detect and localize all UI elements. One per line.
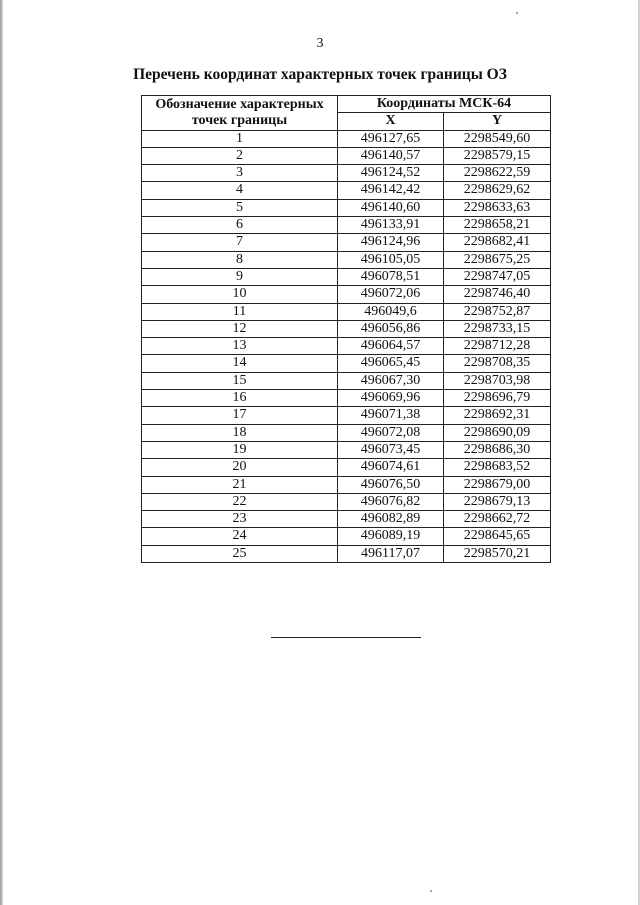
cell-x: 496067,30: [338, 372, 444, 389]
cell-y: 2298662,72: [444, 511, 551, 528]
cell-y: 2298570,21: [444, 545, 551, 562]
cell-x: 496140,57: [338, 147, 444, 164]
cell-y: 2298679,00: [444, 476, 551, 493]
cell-y: 2298747,05: [444, 268, 551, 285]
cell-point-number: 4: [142, 182, 338, 199]
cell-point-number: 24: [142, 528, 338, 545]
header-coordinates: Координаты МСК-64: [338, 96, 551, 113]
cell-point-number: 12: [142, 320, 338, 337]
cell-y: 2298658,21: [444, 217, 551, 234]
table-body: [142, 130, 551, 562]
table-row: [142, 511, 551, 528]
cell-x: 496069,96: [338, 390, 444, 407]
cell-y: 2298733,15: [444, 320, 551, 337]
table-row: [142, 182, 551, 199]
cell-y: 2298579,15: [444, 147, 551, 164]
cell-point-number: 9: [142, 268, 338, 285]
cell-x: 496049,6: [338, 303, 444, 320]
cell-point-number: 16: [142, 390, 338, 407]
cell-point-number: 20: [142, 459, 338, 476]
cell-y: 2298703,98: [444, 372, 551, 389]
table-row: [142, 234, 551, 251]
cell-point-number: 7: [142, 234, 338, 251]
table-row: [142, 493, 551, 510]
cell-point-number: 2: [142, 147, 338, 164]
cell-y: 2298629,62: [444, 182, 551, 199]
cell-x: 496072,08: [338, 424, 444, 441]
cell-point-number: 11: [142, 303, 338, 320]
cell-y: 2298682,41: [444, 234, 551, 251]
cell-x: 496142,42: [338, 182, 444, 199]
cell-point-number: 25: [142, 545, 338, 562]
document-title: Перечень координат характерных точек границы ОЗ: [133, 66, 507, 83]
table-row: [142, 355, 551, 372]
cell-y: 2298752,87: [444, 303, 551, 320]
cell-point-number: 1: [142, 130, 338, 147]
table-row: [142, 528, 551, 545]
table-row: [142, 390, 551, 407]
cell-point-number: 8: [142, 251, 338, 268]
cell-point-number: 14: [142, 355, 338, 372]
table-row: [142, 165, 551, 182]
cell-y: 2298696,79: [444, 390, 551, 407]
cell-y: 2298708,35: [444, 355, 551, 372]
cell-x: 496078,51: [338, 268, 444, 285]
cell-y: 2298645,65: [444, 528, 551, 545]
table-row: [142, 217, 551, 234]
table-row: [142, 407, 551, 424]
table-row: [142, 320, 551, 337]
cell-x: 496124,96: [338, 234, 444, 251]
cell-point-number: 5: [142, 199, 338, 216]
cell-y: 2298622,59: [444, 165, 551, 182]
table-row: [142, 424, 551, 441]
coordinates-table: [141, 95, 551, 563]
cell-x: 496064,57: [338, 338, 444, 355]
cell-point-number: 22: [142, 493, 338, 510]
cell-x: 496105,05: [338, 251, 444, 268]
cell-x: 496071,38: [338, 407, 444, 424]
scan-speck: [430, 890, 432, 892]
header-y: Y: [444, 113, 551, 130]
cell-y: 2298692,31: [444, 407, 551, 424]
cell-x: 496140,60: [338, 199, 444, 216]
header-row-top: [142, 96, 551, 113]
cell-y: 2298746,40: [444, 286, 551, 303]
table-header: [142, 96, 551, 131]
cell-x: 496076,82: [338, 493, 444, 510]
cell-y: 2298549,60: [444, 130, 551, 147]
cell-x: 496073,45: [338, 441, 444, 458]
table-row: [142, 286, 551, 303]
cell-x: 496065,45: [338, 355, 444, 372]
scan-speck: [516, 12, 518, 14]
table-row: [142, 545, 551, 562]
table-row: [142, 476, 551, 493]
cell-y: 2298683,52: [444, 459, 551, 476]
table-row: [142, 199, 551, 216]
cell-x: 496072,06: [338, 286, 444, 303]
cell-x: 496082,89: [338, 511, 444, 528]
scan-edge-left: [0, 0, 3, 905]
cell-point-number: 6: [142, 217, 338, 234]
cell-x: 496076,50: [338, 476, 444, 493]
table-row: [142, 268, 551, 285]
header-point-designation: Обозначение характерных точек границы: [142, 96, 338, 131]
table-row: [142, 441, 551, 458]
cell-x: 496117,07: [338, 545, 444, 562]
cell-x: 496056,86: [338, 320, 444, 337]
table-row: [142, 372, 551, 389]
table-row: [142, 147, 551, 164]
cell-y: 2298686,30: [444, 441, 551, 458]
cell-x: 496074,61: [338, 459, 444, 476]
page-number: 3: [316, 36, 324, 51]
cell-point-number: 19: [142, 441, 338, 458]
cell-point-number: 23: [142, 511, 338, 528]
cell-point-number: 21: [142, 476, 338, 493]
cell-y: 2298712,28: [444, 338, 551, 355]
cell-point-number: 3: [142, 165, 338, 182]
cell-point-number: 17: [142, 407, 338, 424]
cell-y: 2298633,63: [444, 199, 551, 216]
cell-x: 496127,65: [338, 130, 444, 147]
cell-point-number: 13: [142, 338, 338, 355]
cell-y: 2298675,25: [444, 251, 551, 268]
cell-x: 496089,19: [338, 528, 444, 545]
table-row: [142, 251, 551, 268]
signature-line: [271, 637, 421, 638]
cell-point-number: 10: [142, 286, 338, 303]
table-row: [142, 303, 551, 320]
cell-x: 496133,91: [338, 217, 444, 234]
cell-y: 2298679,13: [444, 493, 551, 510]
cell-point-number: 18: [142, 424, 338, 441]
header-x: X: [338, 113, 444, 130]
table-row: [142, 130, 551, 147]
cell-x: 496124,52: [338, 165, 444, 182]
table-row: [142, 338, 551, 355]
cell-y: 2298690,09: [444, 424, 551, 441]
cell-point-number: 15: [142, 372, 338, 389]
table-row: [142, 459, 551, 476]
